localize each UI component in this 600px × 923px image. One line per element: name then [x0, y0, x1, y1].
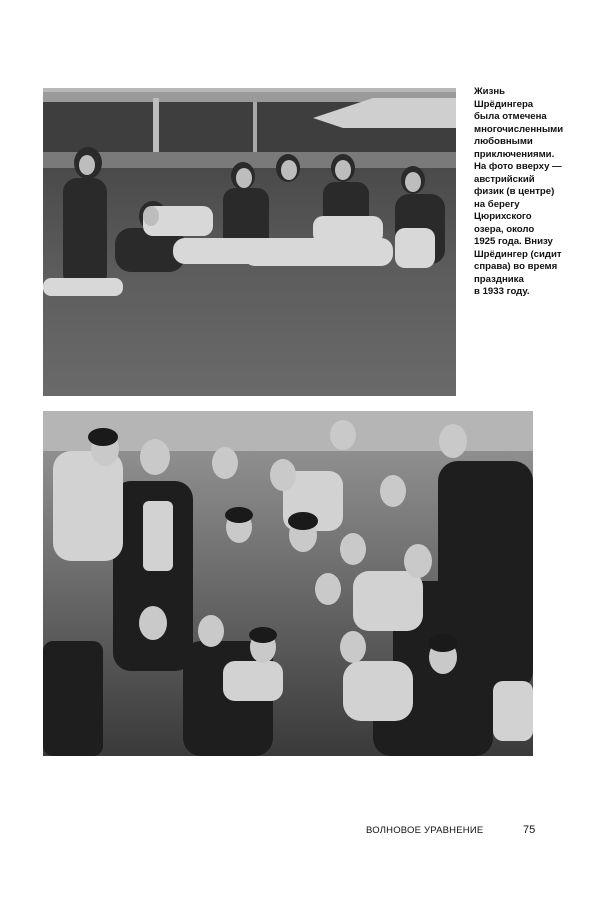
- caption-line: праздника: [474, 273, 524, 285]
- caption-line: любовными: [474, 136, 533, 147]
- caption-line: в 1933 году.: [474, 286, 530, 297]
- photo-lake-shore-image: [43, 88, 456, 396]
- caption-line: Жизнь: [474, 86, 506, 97]
- caption-line: справа) во время: [474, 261, 558, 272]
- caption-line: На фото вверху —: [474, 161, 562, 172]
- caption-line: австрийский: [474, 173, 535, 185]
- caption-line: Шрёдингер (сидит: [474, 248, 562, 260]
- caption-line: была отмечена: [474, 111, 547, 122]
- running-head: ВОЛНОВОЕ УРАВНЕНИЕ: [366, 825, 484, 836]
- page-footer: [0, 825, 600, 839]
- photo-lake-shore-group: [43, 88, 456, 396]
- photo-party-group: [43, 411, 533, 756]
- caption-line: Цюрихского: [474, 211, 532, 222]
- photo-party-image: [43, 411, 533, 756]
- page-number: 75: [523, 824, 536, 836]
- photo-caption: [474, 86, 594, 299]
- caption-line: на берегу: [474, 198, 520, 210]
- caption-line: многочисленными: [474, 123, 564, 135]
- caption-line: физик (в центре): [474, 186, 555, 197]
- caption-line: озера, около: [474, 223, 535, 235]
- caption-line: приключениями.: [474, 148, 555, 160]
- caption-line: 1925 года. Внизу: [474, 236, 553, 247]
- caption-line: Шрёдингера: [474, 98, 534, 110]
